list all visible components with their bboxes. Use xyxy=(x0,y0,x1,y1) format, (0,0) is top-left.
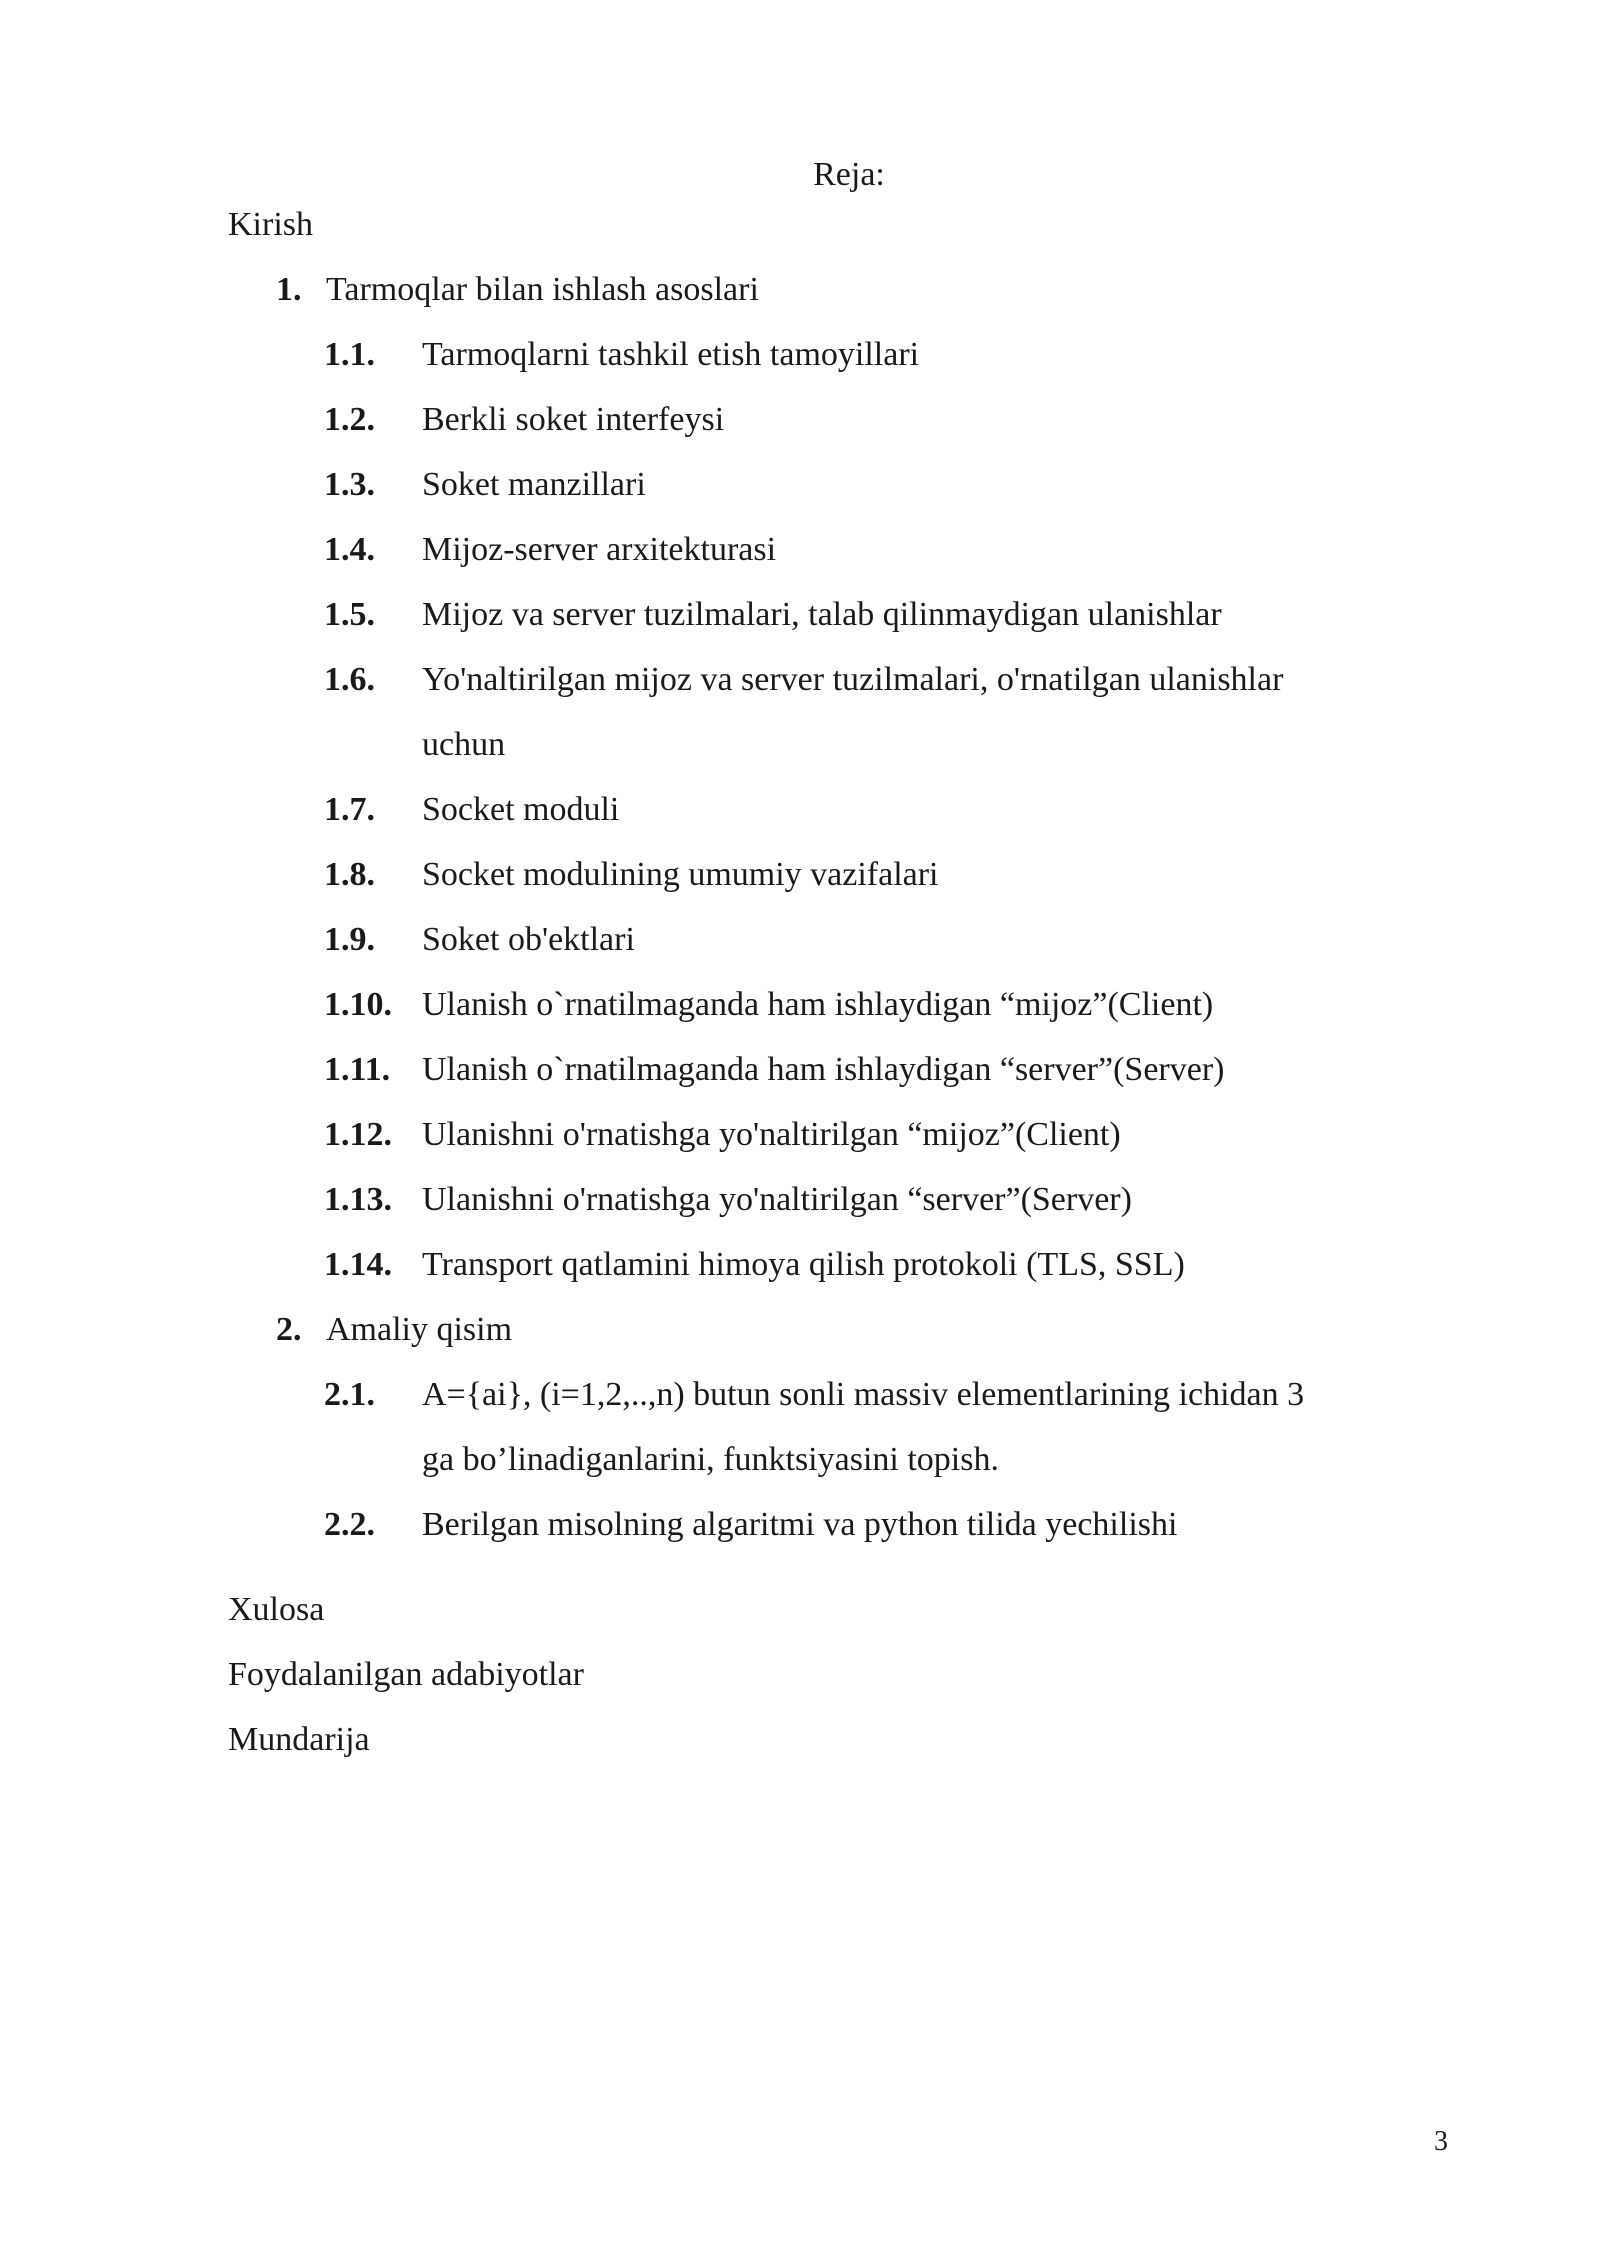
subsection-number: 1.8. xyxy=(324,856,375,893)
subsection-title: Socket moduli xyxy=(422,791,620,828)
subsection-title: Mijoz va server tuzilmalari, talab qilinmaydigan ulanishlar xyxy=(422,596,1222,633)
subsection-title: Ulanishni o'rnatishga yo'naltirilgan “mijoz”(Client) xyxy=(422,1116,1121,1153)
subsection-title: Socket modulining umumiy vazifalari xyxy=(422,856,939,893)
subsection-number: 1.11. xyxy=(324,1051,391,1088)
subsection-number: 1.6. xyxy=(324,661,375,698)
subsection-title: Soket ob'ektlari xyxy=(422,921,635,958)
subsection-number: 1.14. xyxy=(324,1246,392,1283)
subsection-title: Tarmoqlarni tashkil etish tamoyillari xyxy=(422,336,920,373)
page-number: 3 xyxy=(1434,2126,1448,2157)
subsection-2-1-continuation: ga bo’linadiganlarini, funktsiyasini topish. xyxy=(422,1441,999,1478)
subsection-title: Ulanishni o'rnatishga yo'naltirilgan “server”(Server) xyxy=(422,1181,1132,1218)
subsection-number: 1.4. xyxy=(324,531,375,568)
section-number: 2. xyxy=(276,1311,302,1348)
references-item: Foydalanilgan adabiyotlar xyxy=(228,1656,584,1693)
subsection-1-6-continuation: uchun xyxy=(422,726,506,763)
subsection-title: Mijoz-server arxitekturasi xyxy=(422,531,777,568)
section-number: 1. xyxy=(276,271,302,308)
subsection-title: Berkli soket interfeysi xyxy=(422,401,725,438)
subsection-number: 1.1. xyxy=(324,336,375,373)
section-title: Amaliy qisim xyxy=(326,1311,513,1348)
subsection-number: 1.7. xyxy=(324,791,375,828)
subsection-title: Transport qatlamini himoya qilish protokoli (TLS, SSL) xyxy=(422,1246,1185,1283)
conclusion-item: Xulosa xyxy=(228,1591,325,1628)
subsection-title: Soket manzillari xyxy=(422,466,646,503)
page-title: Reja: xyxy=(813,156,885,193)
subsection-number: 1.2. xyxy=(324,401,375,438)
subsection-number: 2.2. xyxy=(324,1506,375,1543)
subsection-number: 1.5. xyxy=(324,596,375,633)
subsection-title: A={ai}, (i=1,2,..,n) butun sonli massiv elementlarining ichidan 3 xyxy=(422,1376,1305,1413)
subsection-title: Yo'naltirilgan mijoz va server tuzilmalari, o'rnatilgan ulanishlar xyxy=(422,661,1284,698)
contents-item: Mundarija xyxy=(228,1721,370,1758)
subsection-number: 1.3. xyxy=(324,466,375,503)
section-title: Tarmoqlar bilan ishlash asoslari xyxy=(326,271,759,308)
subsection-title: Ulanish o`rnatilmaganda ham ishlaydigan “mijoz”(Client) xyxy=(422,986,1214,1023)
subsection-number: 1.9. xyxy=(324,921,375,958)
subsection-title: Ulanish o`rnatilmaganda ham ishlaydigan “server”(Server) xyxy=(422,1051,1225,1088)
subsection-number: 1.12. xyxy=(324,1116,392,1153)
subsection-number: 1.13. xyxy=(324,1181,392,1218)
subsection-number: 1.10. xyxy=(324,986,392,1023)
intro-item: Kirish xyxy=(228,206,313,243)
subsection-title: Berilgan misolning algaritmi va python tilida yechilishi xyxy=(422,1506,1178,1543)
subsection-number: 2.1. xyxy=(324,1376,375,1413)
